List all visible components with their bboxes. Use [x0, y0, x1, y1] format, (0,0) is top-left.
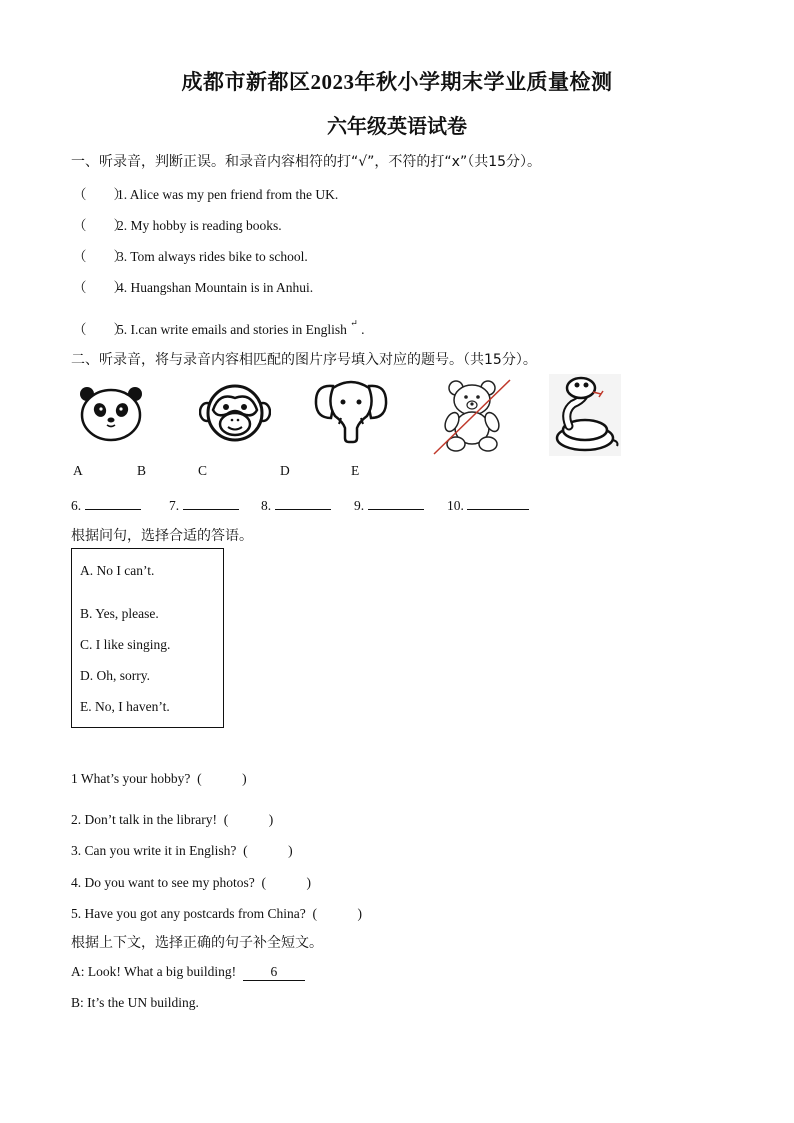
item-text: 5. I.can write emails and stories in English [117, 322, 347, 337]
return-mark-icon: ↵ [350, 318, 358, 328]
answer-parenthesis[interactable]: ( ) [261, 875, 311, 890]
picture-letter-d: D [280, 463, 290, 478]
question-text: 4. Do you want to see my photos? [71, 875, 255, 890]
picture-letter-c: C [198, 463, 208, 478]
answer-parenthesis[interactable]: ( ) [312, 906, 362, 921]
elephant-icon [313, 378, 389, 444]
item-end: . [361, 322, 365, 337]
part2-blank-9 [354, 495, 424, 514]
answer-parenthesis[interactable]: （ ） [73, 322, 127, 337]
part1-item-1 [73, 183, 338, 203]
blank-number: 9. [354, 498, 365, 513]
option-c: C. I like singing. [80, 637, 171, 652]
part3-question-4 [71, 871, 311, 891]
answer-parenthesis[interactable]: （ ） [73, 187, 127, 202]
question-text: 2. Don’t talk in the library! [71, 812, 217, 827]
question-text: 1 What’s your hobby? [71, 771, 191, 786]
part1-item-2 [73, 214, 282, 234]
part3-question-5 [71, 902, 362, 922]
part4-heading: 根据上下文，选择正确的句子补全短文。 [71, 935, 323, 951]
picture-letter-e: E [351, 463, 360, 478]
question-text: 5. Have you got any postcards from China? [71, 906, 306, 921]
blank-number: 8. [261, 498, 272, 513]
item-text: 1. Alice was my pen friend from the UK. [117, 187, 339, 202]
option-d: D. Oh, sorry. [80, 668, 150, 683]
answer-parenthesis[interactable]: （ ） [73, 280, 127, 295]
item-text: 4. Huangshan Mountain is in Anhui. [117, 280, 314, 295]
answer-blank[interactable] [183, 495, 239, 510]
dialogue-text: B: It’s the UN building. [71, 995, 199, 1010]
blank-number: 10. [447, 498, 464, 513]
dialogue-text: A: Look! What a big building! [71, 964, 237, 979]
part3-heading: 根据问句，选择合适的答语。 [71, 528, 253, 544]
item-text: 3. Tom always rides bike to school. [117, 249, 308, 264]
answer-blank[interactable]: 6 [243, 964, 305, 981]
dialogue-line-b [71, 995, 199, 1011]
exam-subtitle: 六年级英语试卷 [327, 116, 467, 138]
part2-blank-7 [169, 495, 239, 514]
part3-question-1 [71, 767, 247, 787]
answer-blank[interactable] [368, 495, 424, 510]
dialogue-line-a [71, 964, 305, 981]
item-text: 2. My hobby is reading books. [117, 218, 282, 233]
option-a: A. No I can’t. [80, 563, 155, 578]
answer-blank[interactable] [467, 495, 529, 510]
answer-parenthesis[interactable]: （ ） [73, 218, 127, 233]
option-b: B. Yes, please. [80, 606, 159, 621]
answer-parenthesis[interactable]: ( ) [197, 771, 247, 786]
blank-number: 7. [169, 498, 180, 513]
part2-heading: 二、听录音，将与录音内容相匹配的图片序号填入对应的题号。（共15分）。 [71, 352, 537, 368]
part1-item-3 [73, 245, 308, 265]
answer-blank[interactable] [85, 495, 141, 510]
picture-letter-a: A [73, 463, 83, 478]
blank-number: 6. [71, 498, 82, 513]
exam-title: 成都市新都区2023年秋小学期末学业质量检测 [181, 70, 613, 94]
question-text: 3. Can you write it in English? [71, 843, 237, 858]
snake-icon [549, 374, 621, 456]
picture-letter-b: B [137, 463, 147, 478]
panda-icon [79, 384, 143, 442]
answer-parenthesis[interactable]: ( ) [223, 812, 274, 827]
answer-parenthesis[interactable]: （ ） [73, 249, 127, 264]
teddy-bear-icon [432, 376, 512, 456]
monkey-icon [199, 382, 271, 444]
part3-question-3 [71, 839, 293, 859]
part3-question-2 [71, 808, 273, 828]
part2-blank-6 [71, 495, 141, 514]
part2-blank-10 [447, 495, 529, 514]
answer-parenthesis[interactable]: ( ) [243, 843, 293, 858]
option-e: E. No, I haven’t. [80, 699, 170, 714]
part1-heading: 一、听录音，判断正误。和录音内容相符的打“√”，不符的打“x”（共15分）。 [71, 154, 542, 170]
part2-blank-8 [261, 495, 331, 514]
part1-item-4 [73, 276, 313, 296]
answer-blank[interactable] [275, 495, 331, 510]
part1-item-5 [73, 318, 365, 338]
